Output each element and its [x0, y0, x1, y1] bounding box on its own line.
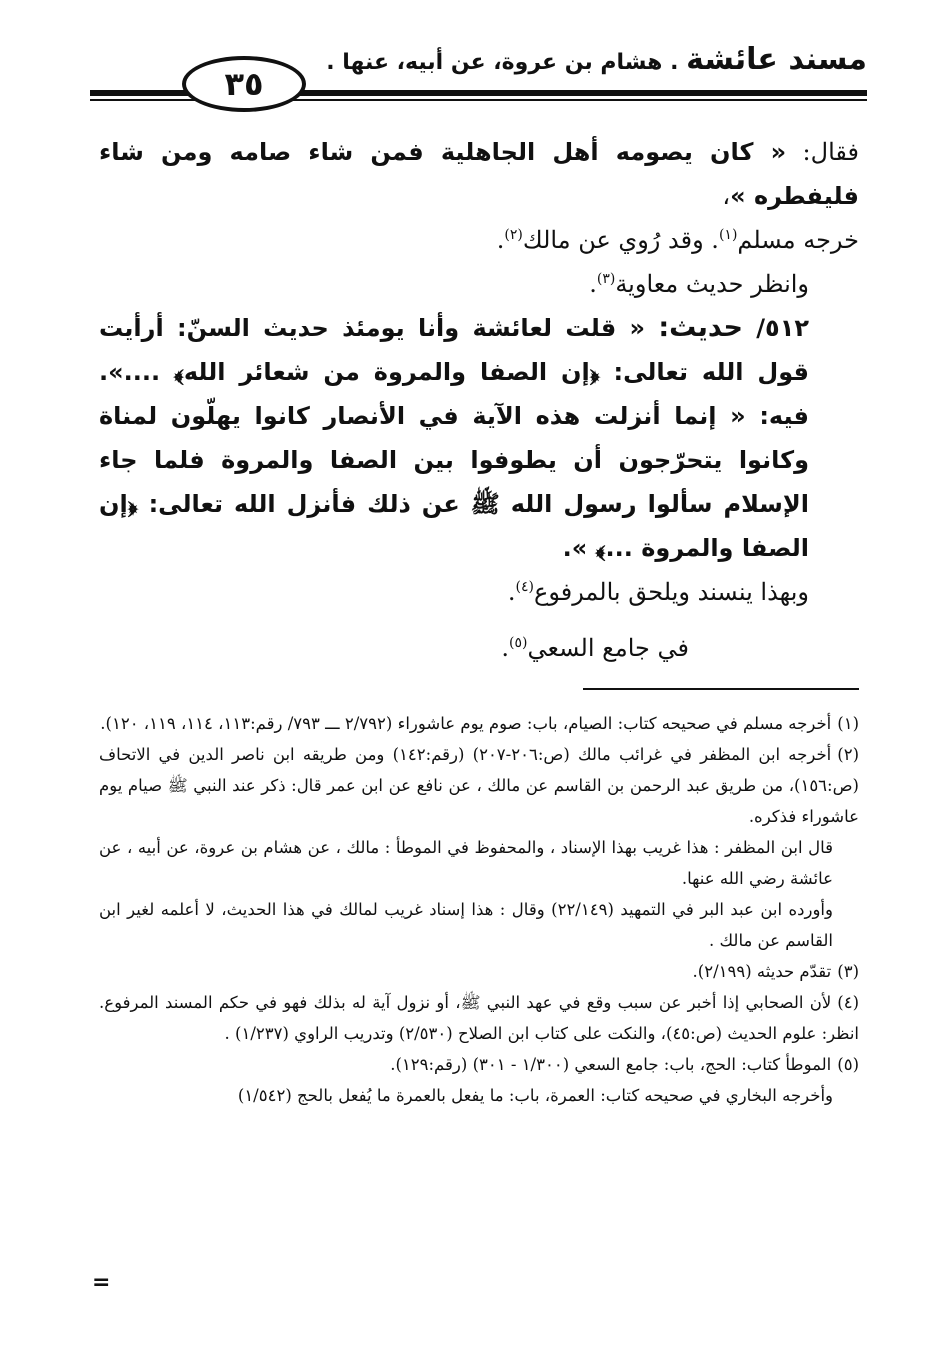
footnote: (١)أخرجه مسلم في صحيحه كتاب: الصيام، باب: صوم يوم عاشوراء (٢/٧٩٢ ـــ ٧٩٣/ رقم:١١٣، ١١٤، ١١٩، ١٢٠).: [100, 714, 859, 733]
book-title: مسند عائشة: [686, 42, 867, 77]
continuation-mark: =: [92, 1270, 111, 1295]
running-title: [326, 42, 867, 77]
page-header: [90, 28, 867, 108]
footnote-ref: (١): [718, 227, 738, 243]
paragraph-2: خرجه مسلم$^{(١)}$. وقد رُوي عن مالك$^{(٢)}$.: [496, 226, 859, 254]
footnote-continuation: قال ابن المظفر : هذا غريب بهذا الإسناد ، والمحفوظ في الموطأ : مالك ، عن هشام بن عروة، عن أبيه ، عن عائشة رضي الله عنها.: [99, 838, 833, 888]
footnote-ref: (٤): [515, 579, 534, 595]
main-text: [99, 130, 859, 670]
hadith-number: ٥١٢/: [742, 314, 809, 342]
paragraph-5: وبهذا ينسند ويلحق بالمرفوع$^{(٤)}$.: [507, 578, 809, 606]
footnote-ref: (٣): [596, 271, 616, 287]
paragraph-3: وانظر حديث معاوية$^{(٣)}$.: [589, 270, 809, 298]
hadith-body: « قلت لعائشة وأنا يومئذ حديث السنّ: أرأيت قول الله تعالى: ﴿إن الصفا والمروة من شعائر الله﴾ ....». فيه: « إنما أنزلت هذه الآية في الأنصار كانوا يهلّون لمناة وكانوا يتحرّجون أن يطوفوا بين الصفا والمروة فلما جاء الإسلام سألوا رسول الله ﷺ عن ذلك فأنزل الله تعالى: ﴿إن الصفا والمروة ...﴾ ».: [99, 314, 809, 562]
footnote: (٢)أخرجه ابن المظفر في غرائب مالك (ص:٢٠٦-٢٠٧) (رقم:١٤٢) ومن طريقه ابن ناصر الدين في الاتحاف (ص:١٥٦)، من طريق عبد الرحمن بن القاسم عن مالك ، عن نافع عن ابن عمر قال: ذكر عند النبي ﷺ صيام يوم عاشوراء فذكره.: [99, 745, 859, 826]
footnote-continuation: وأخرجه البخاري في صحيحه كتاب: العمرة، باب: ما يفعل بالعمرة ما يُفعل بالحج (١/٥٤٢): [237, 1086, 833, 1105]
footnote-ref: (٥): [509, 635, 528, 651]
footnote-separator: [583, 688, 859, 690]
hadith-keyword: حديث:: [658, 312, 743, 343]
chain-title: . هشام بن عروة، عن أبيه، عنها .: [326, 50, 679, 75]
footnote-continuation: وأورده ابن عبد البر في التمهيد (٢٢/١٤٩) وقال : هذا إسناد غريب لمالك في هذا الحديث، لا أعلمه لغير ابن القاسم عن مالك .: [99, 900, 833, 950]
section-heading: في جامع السعي$^{(٥)}$.: [501, 634, 689, 662]
paragraph-1: فقال: « كان يصومه أهل الجاهلية فمن شاء صامه ومن شاء فليفطره »،: [99, 138, 860, 210]
page-number: ٣٥: [182, 56, 306, 112]
footnotes: [99, 708, 859, 1111]
quote: « كان يصومه أهل الجاهلية فمن شاء صامه ومن شاء فليفطره »: [99, 138, 859, 210]
hadith-paragraph: [99, 306, 859, 570]
footnote: (٣)تقدّم حديثه (٢/١٩٩).: [692, 962, 859, 981]
footnote: (٤)لأن الصحابي إذا أخبر عن سبب وقع في عهد النبي ﷺ، أو نزول آية له بذلك فهو في حكم المسند المرفوع. انظر: علوم الحديث (ص:٤٥)، والنكت على كتاب ابن الصلاح (٢/٥٣٠) وتدريب الراوي (١/٢٣٧) .: [99, 993, 859, 1043]
footnote: (٥)الموطأ كتاب: الحج، باب: جامع السعي (١/٣٠٠ - ٣٠١) (رقم:١٢٩).: [390, 1055, 859, 1074]
footnote-ref: (٢): [504, 227, 523, 243]
